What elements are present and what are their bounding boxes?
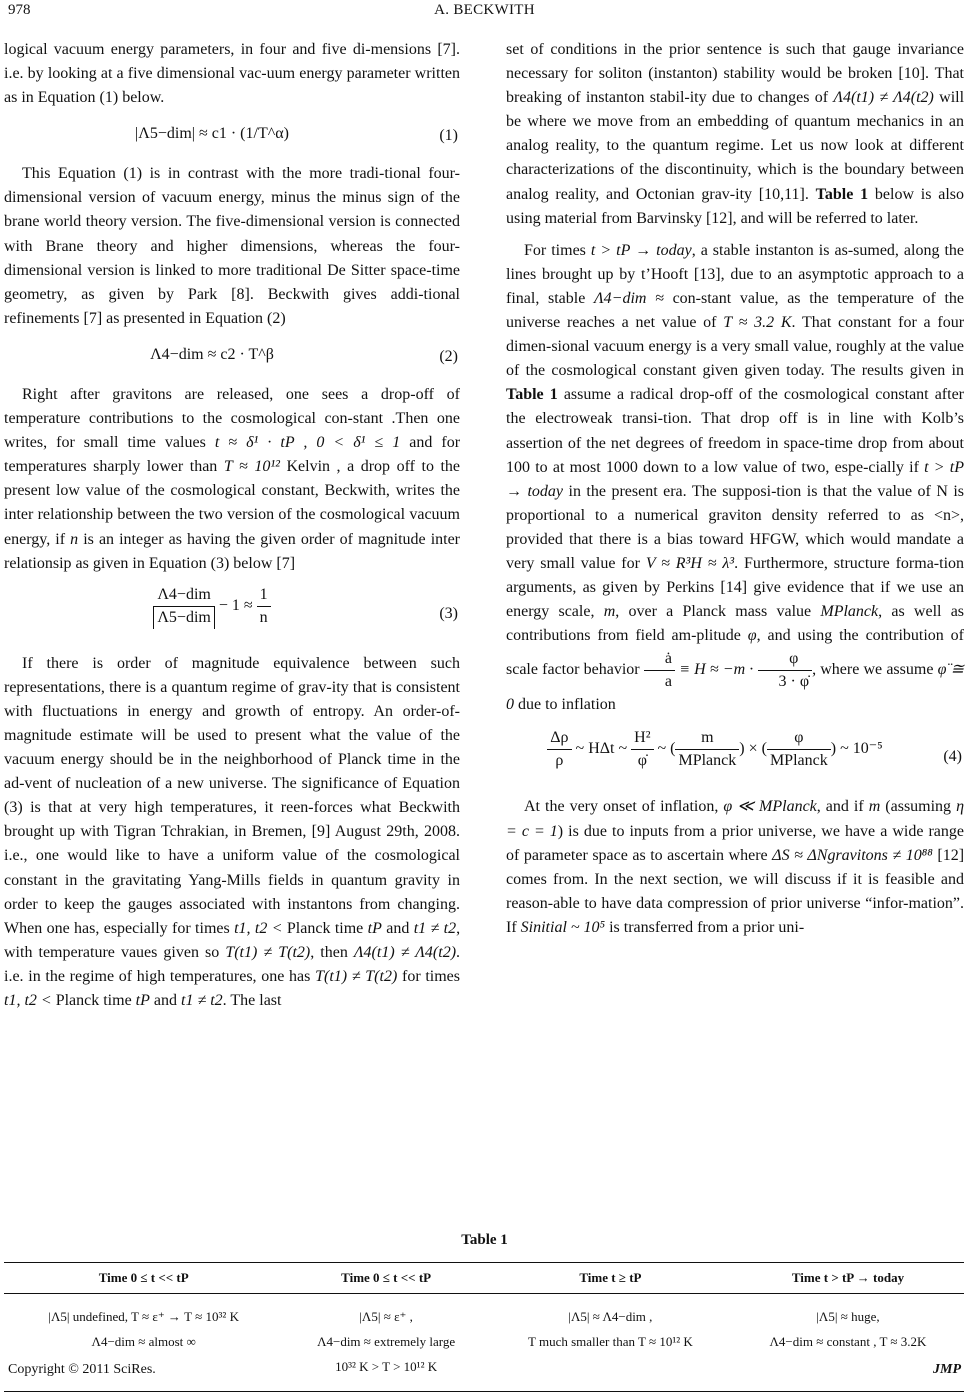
fraction: $\frac{\text{H²}}{\varphi̇}$ <box>631 727 653 772</box>
equation-number: (3) <box>439 604 458 622</box>
equation-body: $\frac{\text{Λ4−dim}}{\text{Λ5−dim}}$ − 1 ≈ $\frac{1}{n}$ <box>4 584 420 629</box>
table-cell: |Λ5| ≈ huge, Λ4−dim ≈ constant , T ≈ 3.2K <box>769 1309 927 1349</box>
table-cell: |Λ5| undefined, T ≈ ε⁺ → T ≈ 10³² K Λ4−dim ≈ almost ∞ <box>48 1309 239 1349</box>
math-inline: t1 ≠ t2 <box>413 919 457 937</box>
math-inline: T(t1) ≠ T(t2) <box>225 943 311 961</box>
math-inline: t > tP → today <box>590 241 692 259</box>
math-inline: t1 ≠ t2 <box>181 992 223 1009</box>
table-title: Table 1 <box>461 1232 508 1248</box>
math-inline: t > tP → today <box>506 458 965 500</box>
fraction: $\frac{\varphi}{3 \cdot \varphi̇}$ <box>758 648 813 693</box>
table-cell: |Λ5| ≈ Λ4−dim , T much smaller than T ≈ 10¹² K <box>528 1309 693 1349</box>
fraction: $\frac{1}{n}$ <box>257 584 271 629</box>
equation-4 <box>506 723 964 789</box>
column-header: Time 0 ≤ t << tP <box>98 1270 189 1285</box>
left-column <box>4 38 460 1013</box>
copyright-notice: Copyright © 2011 SciRes. <box>8 1362 156 1377</box>
equation-number: (1) <box>439 127 458 145</box>
math-inline: V ≈ R³H ≈ λ³ <box>645 554 735 572</box>
math-inline: η = c = 1 <box>506 798 965 840</box>
math-inline: m <box>868 798 881 816</box>
paragraph: For times t > tP → today, a stable instanton is as-sumed, along the lines brought up by t’Hooft [13], due to an asymptotic approach to a final, stable Λ4−dim ≈ con-stant value, as the temperature of the universe reaches a net value of T ≈ 3.2 K. That constant for a four dimen-sional vacuum energy is a very small value, roughly at the value of the cosmological constant given given today. The results given in Table 1 assume a radical drop-off of the cosmological constant after the electroweak transi-tion. That drop off is in line with Kolb’s assertion of the net degrees of freedom in space-time drop from about 100 to at most 1000 down to a low value of two, espe-cially if t > tP → today in the present era. The supposi-tion is that the value of N is proportional to a numerical graviton density referred to as <n>, provided that there is a bias toward HFGW, which would mandate a very small value for V ≈ R³H ≈ λ³. Furthermore, structure forma-tion arguments, as given by Perkins [14] give evidence that if we use an energy scale, m, over a Planck mass value MPlanck, as well as contributions from field am-plitude φ, and using the contribution of scale factor behavior $\frac{ȧ}{a}$ ≡ H ≈ −m · $\frac{\varphi}{3 \cdot \varphi̇}$ , where we assume φ̈ ≅ 0 due to inflation <box>506 241 965 714</box>
journal-abbrev: JMP <box>933 1362 961 1377</box>
equation-body: $\frac{\Delta\rho}{\rho}$ ~ HΔt ~ $\frac{\text{H²}}{\varphi̇}$ ~ ( $\frac{m}{\text{MPlanck}}$ ) × ( $\frac{\varphi}{\text{MPlanck}}$ ) ~ 10⁻⁵ <box>506 727 924 772</box>
page-number: 978 <box>8 2 31 18</box>
equation-body: Λ4−dim ≈ c2 · T^β <box>150 345 274 363</box>
math-inline: φ <box>747 627 757 645</box>
math-inline: 0 < δ¹ ≤ 1 <box>316 434 401 452</box>
math-inline: ΔS ≈ ΔNgravitons ≠ 10⁸⁸ <box>772 846 933 864</box>
paragraph: At the very onset of inflation, φ ≪ MPlanck, and if m (assuming η = c = 1) is due to inputs from a prior universe, we have a wide range of parameter space as to ascertain where ΔS ≈ ΔNgravitons ≠ 10⁸⁸ [12] comes from. In the next section, we will discuss if it is feasible and reason-able to have data compression of prior universe “infor-mation”. If Sinitial ~ 10⁵ is transferred from a prior uni- <box>506 798 965 936</box>
math-inline: T ≈ 10¹² <box>223 458 280 476</box>
math-inline: MPlanck <box>820 603 879 621</box>
math-inline: Λ4(t1) ≠ Λ4(t2) <box>353 943 457 961</box>
math-inline: Λ4(t1) ≠ Λ4(t2) <box>833 89 934 107</box>
math-inline: tP <box>135 992 150 1009</box>
equation-number: (2) <box>439 347 458 365</box>
math-inline: Sinitial ~ 10⁵ <box>520 918 606 936</box>
fraction: $\frac{m}{\text{MPlanck}}$ <box>675 727 739 772</box>
equation-1 <box>4 114 460 156</box>
math-inline: φ ≪ MPlanck <box>723 798 817 816</box>
math-inline: m <box>603 603 616 621</box>
column-header: Time 0 ≤ t << tP <box>341 1270 432 1285</box>
math-inline: Λ4−dim ≈ <box>593 289 664 307</box>
math-inline: t1, t2 < <box>4 992 52 1009</box>
equation-number: (4) <box>943 748 962 766</box>
fraction: $\frac{ȧ}{a}$ <box>644 648 675 693</box>
equation-2 <box>4 335 460 377</box>
right-column <box>506 38 964 940</box>
table-reference: Table 1 <box>506 386 558 404</box>
page-header <box>0 2 969 26</box>
math-inline: t ≈ δ¹ · tP , <box>214 434 308 452</box>
fraction: $\frac{\varphi}{\text{MPlanck}}$ <box>767 727 831 772</box>
equation-body: |Λ5−dim| ≈ c1 · (1/T^α) <box>135 125 289 143</box>
paragraph: set of conditions in the prior sentence is such that gauge invariance necessary for soliton (instanton) stability would be broken [10]. That breaking of instanton stabil-ity due to changes of Λ4(t1) ≠ Λ4(t2) will be where we move from an embedding of quantum mechanics in an analog reality, to the quantum regime. Let us now look at different characterizations of the discontinuity, which is the boundary between analog reality, and Octonian grav-ity [10,11]. Table 1 below is also using material from Barvinsky [12], and will be referred to later. <box>506 41 965 227</box>
math-inline: n <box>70 530 79 548</box>
fraction: $\frac{\text{Λ4−dim}}{\text{Λ5−dim}}$ <box>153 584 215 629</box>
math-inline: T(t1) ≠ T(t2) <box>315 967 398 985</box>
paragraph: logical vacuum energy parameters, in four and five di-mensions [7]. i.e. by looking at a five dimensional vac-uum energy parameter written as in Equation (1) below. <box>4 41 460 107</box>
column-header: Time t > tP → today <box>791 1270 905 1285</box>
table-header-row <box>4 1263 964 1294</box>
math-inline: tP <box>367 919 382 937</box>
running-author: A. BECKWITH <box>434 2 535 18</box>
math-inline: ≡ H ≈ −m · <box>679 661 754 679</box>
table-cell: |Λ5| ≈ ε⁺ , Λ4−dim ≈ extremely large 10³² K > T > 10¹² K <box>317 1309 456 1374</box>
paragraph: If there is order of magnitude equivalence between such representations, there is a quantum regime of grav-ity that is consistent with fluctuations in energy and growth of entropy. An order-of-magnitude estimate will be used to present what the value of the vacuum energy should be in the neighborhood of Planck time in the ad-vent of nucleation of a new universe. The significance of Equation (3) is that at very high temperatures, it reen-forces what Beckwith brought up with Tigran Tchrakian, in Bremen, [9] August 29th, 2008. i.e., one would like to have a uniform value of the cosmological constant in the gravitating Yang-Mills fields in quantum gravity in order to keep the gauges associated with instantons from changing. When one has, especially for times t1, t2 < Planck time tP and t1 ≠ t2, with temperature vaues given so T(t1) ≠ T(t2), then Λ4(t1) ≠ Λ4(t2). i.e. in the regime of high temperatures, one has T(t1) ≠ T(t2) for times t1, t2 < Planck time tP and t1 ≠ t2. The last <box>4 654 461 1009</box>
math-inline: T ≈ 3.2 K <box>723 314 792 332</box>
fraction: $\frac{\Delta\rho}{\rho}$ <box>547 727 571 772</box>
equation-3 <box>4 580 460 646</box>
column-header: Time t ≥ tP <box>579 1270 642 1285</box>
paragraph: This Equation (1) is in contrast with the more tradi-tional four-dimensional version of vacuum energy, minus the minus sign of the brane world theory version. The five-dimensional version is connected with Brane theory and higher dimensions, whereas the four-dimensional version is linked to more traditional De Sitter space-time geometry, as given by Park [8]. Beckwith gives addi-tional refinements [7] as presented in Equation (2) <box>4 165 460 327</box>
table-reference: Table 1 <box>815 185 869 203</box>
paragraph: Right after gravitons are released, one sees a drop-off of temperature contributions to the cosmological con-stant .Then one writes, for small time values t ≈ δ¹ · tP , 0 < δ¹ ≤ 1 and for temperatures sharply lower than T ≈ 10¹² Kelvin , a drop off to the present low value of the cosmological constant, Beckwith, writes the inter relationship between the two version of the cosmological vacuum energy, if n is an integer as having the given order of magnitude inter relationsip as given in Equation (3) below [7] <box>4 385 461 572</box>
math-inline: φ̈ ≅ 0 <box>506 661 965 714</box>
math-inline: t1, t2 < <box>234 919 283 937</box>
